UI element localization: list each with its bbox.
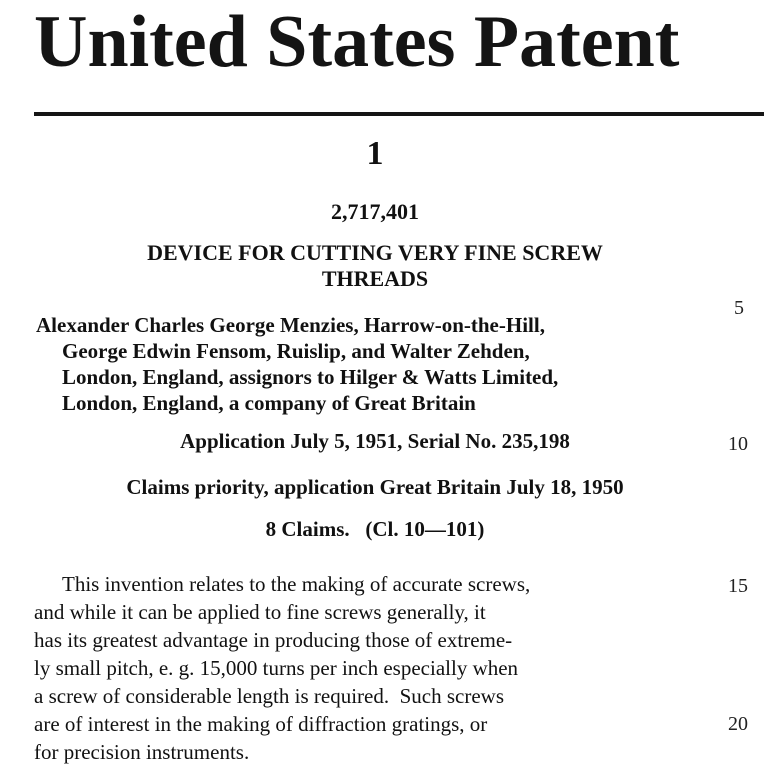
- inventor-line-3: London, England, assignors to Hilger & Watts Limited,: [62, 365, 559, 389]
- patent-title-line-1: DEVICE FOR CUTTING VERY FINE SCREW: [147, 240, 603, 265]
- line-number-5: 5: [734, 297, 744, 319]
- inventor-line-2: George Edwin Fensom, Ruislip, and Walter Zehden,: [62, 339, 530, 363]
- inventor-line-1: Alexander Charles George Menzies, Harrow-on-the-Hill,: [36, 313, 545, 337]
- header-rule: [34, 112, 764, 116]
- body-line-2: and while it can be applied to fine screws generally, it: [34, 600, 486, 624]
- priority-line: Claims priority, application Great Britain July 18, 1950: [126, 475, 624, 499]
- body-line-3: has its greatest advantage in producing those of extreme-: [34, 628, 513, 652]
- line-number-15: 15: [728, 575, 748, 597]
- body-paragraph: [34, 570, 714, 766]
- body-line-5: a screw of considerable length is required. Such screws: [34, 684, 505, 708]
- patent-title-line-2: THREADS: [321, 266, 429, 291]
- line-number-10: 10: [728, 433, 748, 455]
- body-line-6: are of interest in the making of diffraction gratings, or: [34, 712, 488, 736]
- masthead-title: United States Patent: [34, 1, 680, 83]
- body-line-1: This invention relates to the making of accurate screws,: [62, 572, 531, 596]
- patent-number: 2,717,401: [331, 199, 419, 224]
- body-line-7: for precision instruments.: [34, 740, 250, 764]
- page-number: 1: [366, 135, 384, 172]
- body-line-4: ly small pitch, e. g. 15,000 turns per inch especially when: [34, 656, 519, 680]
- patent-title: [34, 240, 716, 292]
- inventors-block: [36, 312, 558, 416]
- application-line: Application July 5, 1951, Serial No. 235,198: [180, 429, 570, 453]
- inventor-line-4: London, England, a company of Great Britain: [62, 391, 476, 415]
- line-number-20: 20: [728, 713, 748, 735]
- claims-line: 8 Claims. (Cl. 10—101): [265, 517, 485, 541]
